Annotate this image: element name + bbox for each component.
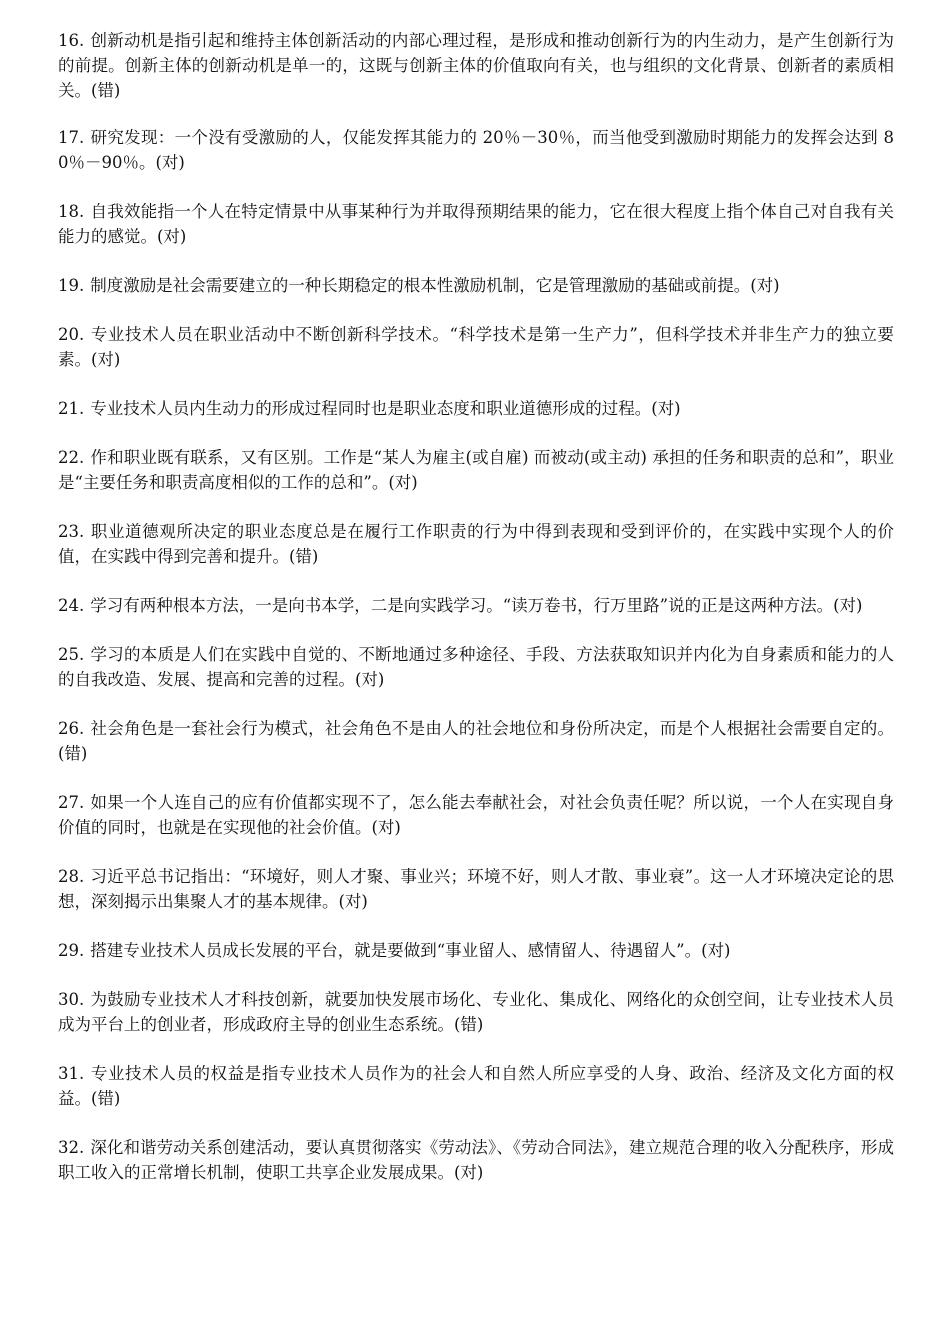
question-text: 专业技术人员在职业活动中不断创新科学技术。“科学技术是第一生产力”，但科学技术并非生产力的独立要素。(对) xyxy=(58,325,894,369)
question-26 xyxy=(58,716,894,766)
question-20 xyxy=(58,322,894,372)
question-text: 作和职业既有联系，又有区别。工作是“某人为雇主(或自雇) 而被动(或主动) 承担的任务和职责的总和”，职业是“主要任务和职责高度相似的工作的总和”。(对) xyxy=(58,448,894,492)
question-text: 如果一个人连自己的应有价值都实现不了，怎么能去奉献社会，对社会负责任呢？所以说，一个人在实现自身价值的同时，也就是在实现他的社会价值。(对) xyxy=(58,793,894,837)
question-number: 19. xyxy=(58,276,85,295)
question-text: 学习的本质是人们在实践中自觉的、不断地通过多种途径、手段、方法获取知识并内化为自身素质和能力的人的自我改造、发展、提高和完善的过程。(对) xyxy=(58,645,894,689)
question-25 xyxy=(58,642,894,692)
question-number: 18. xyxy=(58,202,85,221)
question-number: 16. xyxy=(58,31,85,50)
question-list xyxy=(58,28,894,1209)
question-17 xyxy=(58,125,894,175)
question-text: 研究发现：一个没有受激励的人，仅能发挥其能力的 20％－30％，而当他受到激励时期能力的发挥会达到 80％－90％。(对) xyxy=(58,128,894,172)
question-number: 21. xyxy=(58,399,85,418)
question-number: 25. xyxy=(58,645,85,664)
question-18 xyxy=(58,199,894,249)
question-text: 深化和谐劳动关系创建活动，要认真贯彻落实《劳动法》、《劳动合同法》，建立规范合理的收入分配秩序，形成职工收入的正常增长机制，使职工共享企业发展成果。(对) xyxy=(58,1138,894,1182)
question-number: 29. xyxy=(58,941,85,960)
question-number: 32. xyxy=(58,1138,85,1157)
question-text: 为鼓励专业技术人才科技创新，就要加快发展市场化、专业化、集成化、网络化的众创空间，让专业技术人员成为平台上的创业者，形成政府主导的创业生态系统。(错) xyxy=(58,990,894,1034)
question-number: 22. xyxy=(58,448,85,467)
question-number: 26. xyxy=(58,719,85,738)
question-text: 学习有两种根本方法，一是向书本学，二是向实践学习。“读万卷书，行万里路”说的正是这两种方法。(对) xyxy=(90,596,863,615)
question-text: 专业技术人员内生动力的形成过程同时也是职业态度和职业道德形成的过程。(对) xyxy=(90,399,681,418)
question-24 xyxy=(58,593,894,618)
question-text: 创新动机是指引起和维持主体创新活动的内部心理过程，是形成和推动创新行为的内生动力，是产生创新行为的前提。创新主体的创新动机是单一的，这既与创新主体的价值取向有关，也与组织的文化背景、创新者的素质相关。(错) xyxy=(58,31,894,100)
question-number: 28. xyxy=(58,867,85,886)
question-text: 制度激励是社会需要建立的一种长期稳定的根本性激励机制，它是管理激励的基础或前提。(对) xyxy=(90,276,780,295)
question-28 xyxy=(58,864,894,914)
question-text: 搭建专业技术人员成长发展的平台，就是要做到“事业留人、感情留人、待遇留人”。(对) xyxy=(90,941,731,960)
question-22 xyxy=(58,445,894,495)
question-number: 24. xyxy=(58,596,85,615)
question-number: 30. xyxy=(58,990,85,1009)
question-16 xyxy=(58,28,894,103)
question-text: 自我效能指一个人在特定情景中从事某种行为并取得预期结果的能力，它在很大程度上指个体自己对自我有关能力的感觉。(对) xyxy=(58,202,894,246)
question-number: 31. xyxy=(58,1064,85,1083)
question-32 xyxy=(58,1135,894,1185)
question-text: 社会角色是一套社会行为模式，社会角色不是由人的社会地位和身份所决定，而是个人根据社会需要自定的。(错) xyxy=(58,719,894,763)
question-19 xyxy=(58,273,894,298)
question-29 xyxy=(58,938,894,963)
question-27 xyxy=(58,790,894,840)
question-number: 20. xyxy=(58,325,85,344)
question-number: 27. xyxy=(58,793,85,812)
question-30 xyxy=(58,987,894,1037)
question-23 xyxy=(58,519,894,569)
question-21 xyxy=(58,396,894,421)
question-text: 专业技术人员的权益是指专业技术人员作为的社会人和自然人所应享受的人身、政治、经济及文化方面的权益。(错) xyxy=(58,1064,894,1108)
question-number: 17. xyxy=(58,128,85,147)
question-number: 23. xyxy=(58,522,85,541)
question-31 xyxy=(58,1061,894,1111)
question-text: 职业道德观所决定的职业态度总是在履行工作职责的行为中得到表现和受到评价的，在实践中实现个人的价值，在实践中得到完善和提升。(错) xyxy=(58,522,894,566)
question-text: 习近平总书记指出：“环境好，则人才聚、事业兴；环境不好，则人才散、事业衰”。这一人才环境决定论的思想，深刻揭示出集聚人才的基本规律。(对) xyxy=(58,867,894,911)
